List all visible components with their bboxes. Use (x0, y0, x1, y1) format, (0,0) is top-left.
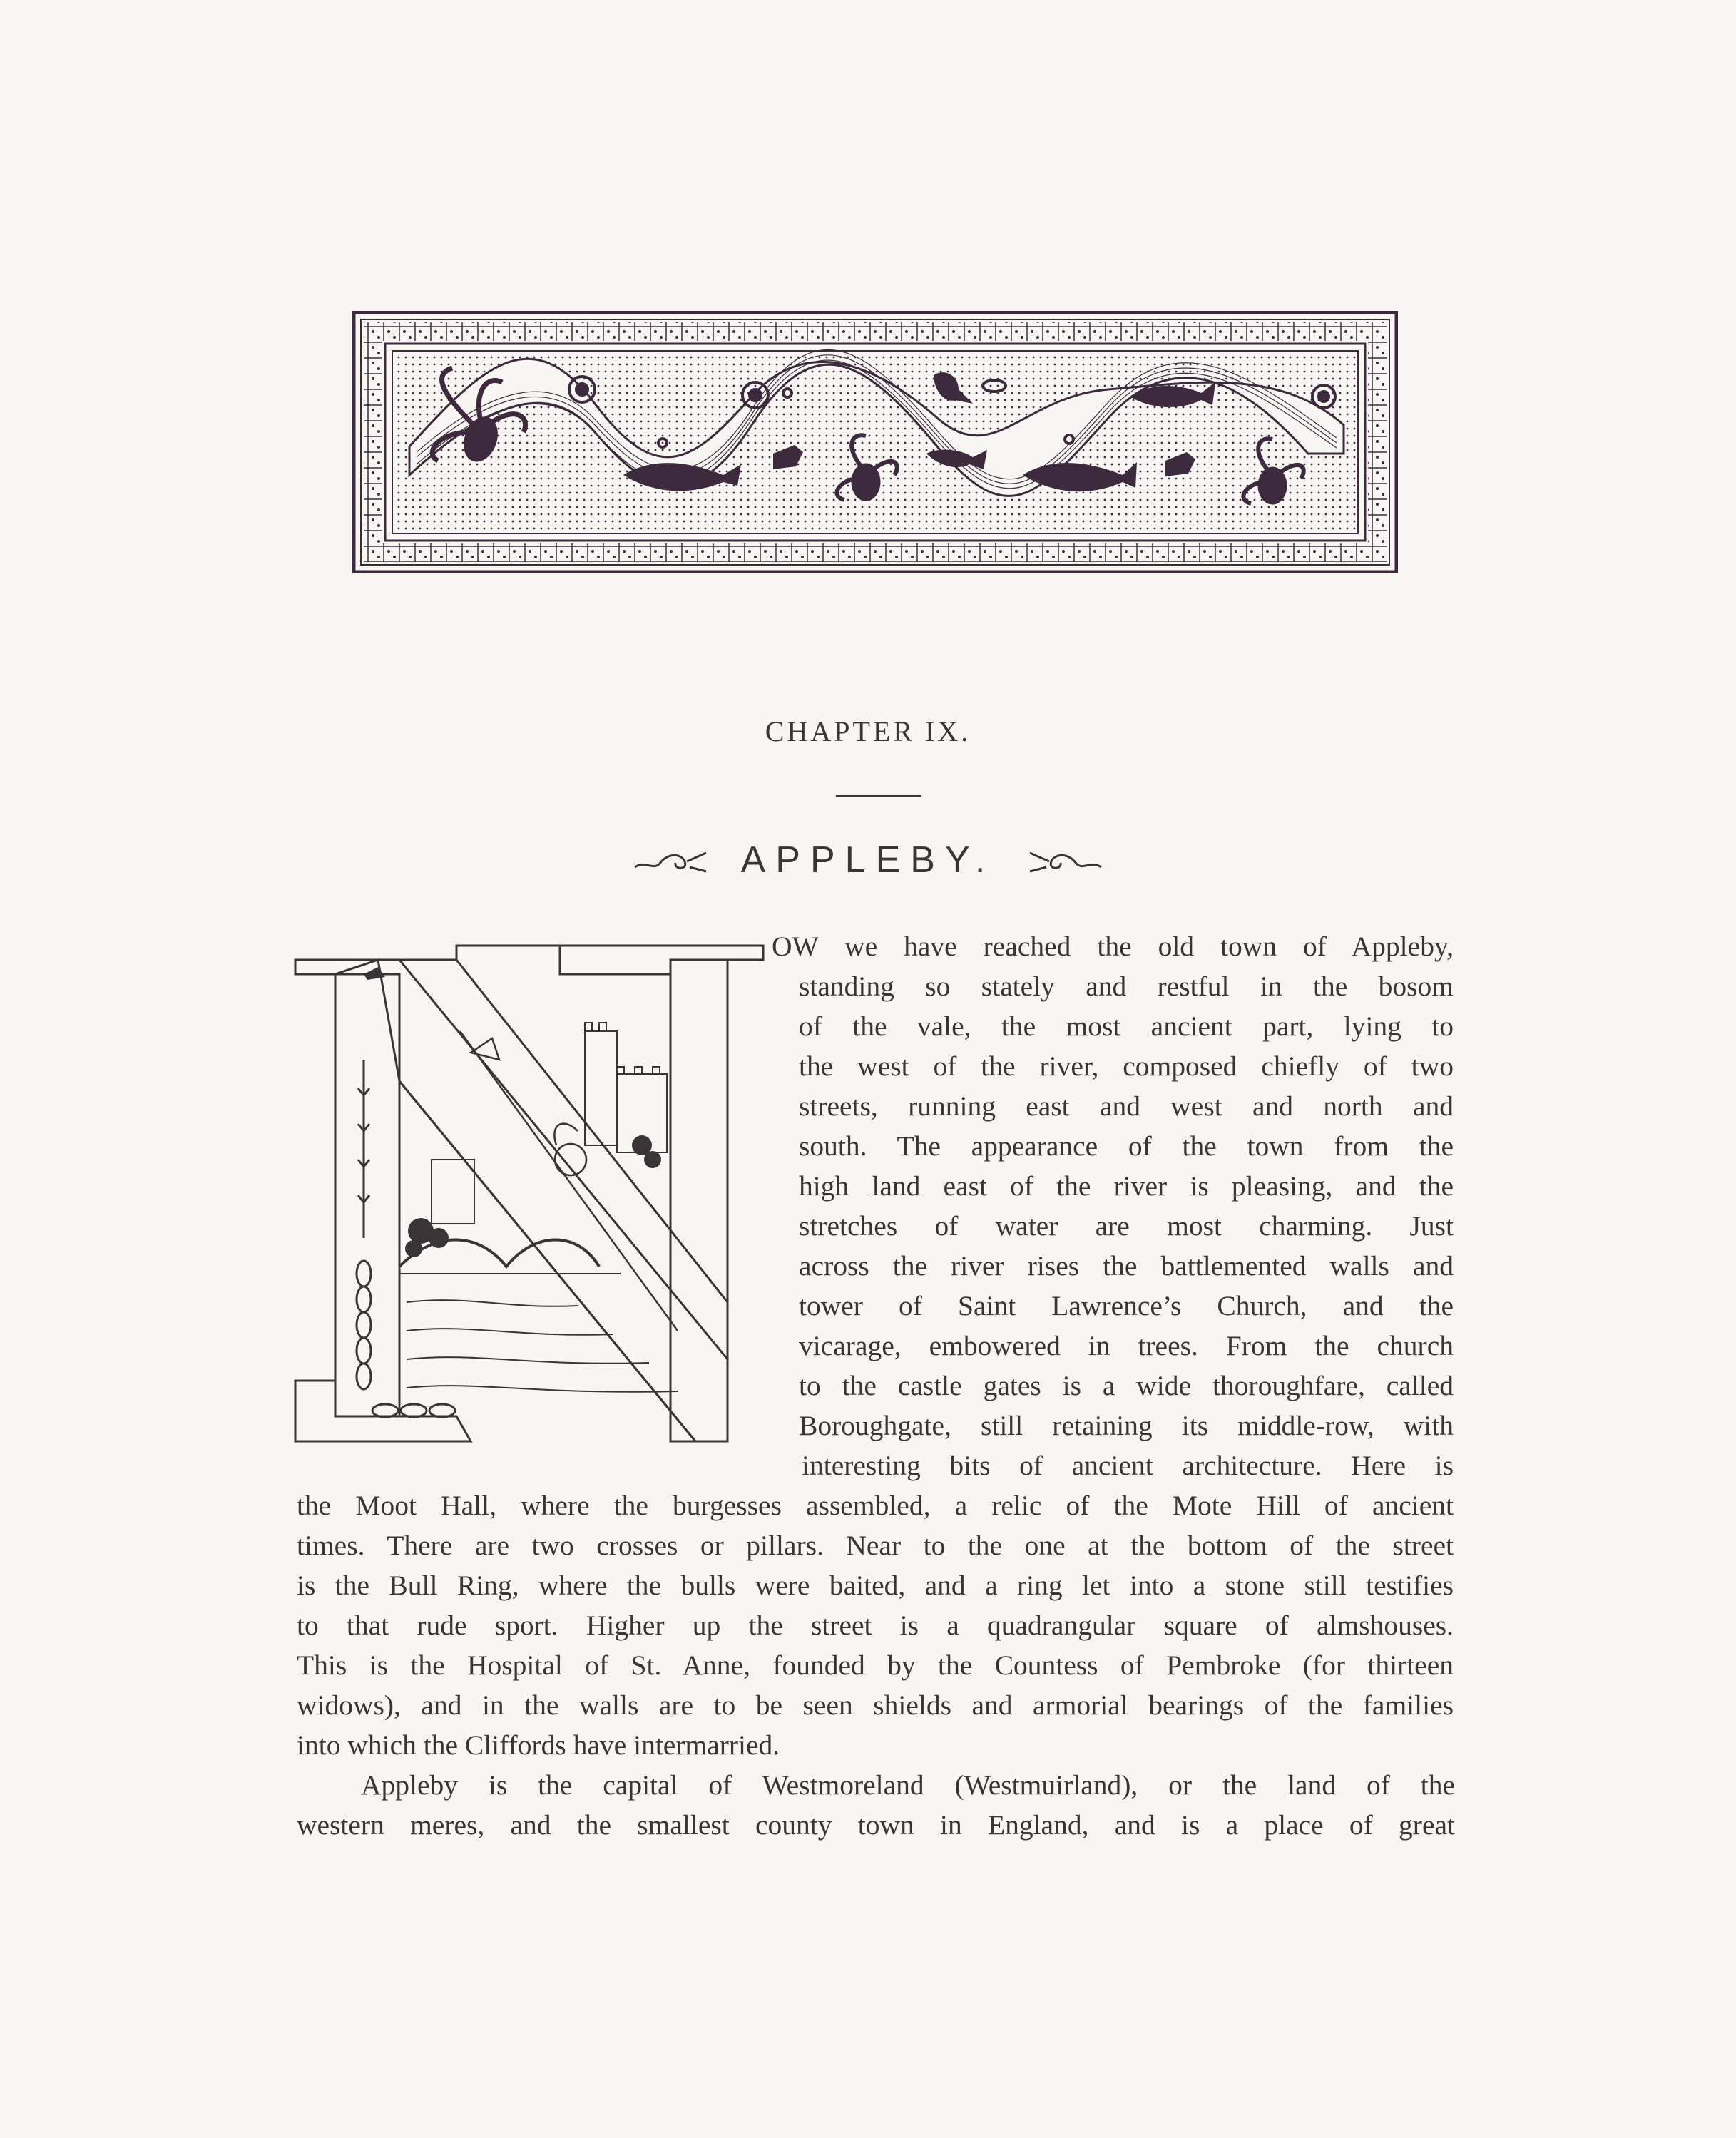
chapter-title-row (0, 839, 1736, 889)
text-line: to that rude sport. Higher up the street is a quadrangular square of almshouses. (297, 1610, 1454, 1641)
text-line: western meres, and the smallest county town in England, and is a place of great (297, 1809, 1455, 1841)
text-line: into which the Cliffords have intermarried. (297, 1729, 780, 1761)
text-line: across the river rises the battlemented walls and (799, 1250, 1454, 1282)
text-line: the Moot Hall, where the burgesses assembled, a relic of the Mote Hill of ancient (297, 1490, 1454, 1521)
text-line: interesting bits of ancient architecture. Here is (802, 1450, 1454, 1481)
text-line: times. There are two crosses or pillars. Near to the one at the bottom of the street (297, 1530, 1454, 1561)
text-line: to the castle gates is a wide thoroughfare, called (799, 1370, 1454, 1401)
text-line: of the vale, the most ancient part, lying to (799, 1011, 1454, 1042)
scroll-flourish-right-icon (1026, 846, 1105, 874)
illuminated-initial-n-icon (292, 931, 767, 1448)
text-line: is the Bull Ring, where the bulls were baited, and a ring let into a stone still testifies (297, 1570, 1454, 1601)
text-line: OW we have reached the old town of Appleby, (772, 931, 1454, 962)
text-line: south. The appearance of the town from the (799, 1130, 1454, 1162)
text-line: Boroughgate, still retaining its middle-row, with (799, 1410, 1454, 1441)
scroll-flourish-left-icon (631, 846, 710, 874)
sea-creatures-headpiece-icon (352, 311, 1398, 573)
text-line: stretches of water are most charming. Just (799, 1210, 1454, 1242)
chapter-divider (836, 795, 921, 797)
text-line: tower of Saint Lawrence’s Church, and the (799, 1290, 1454, 1321)
text-line: vicarage, embowered in trees. From the church (799, 1330, 1454, 1361)
text-line: Appleby is the capital of Westmoreland (Westmuirland), or the land of the (361, 1769, 1455, 1801)
text-line: high land east of the river is pleasing, and the (799, 1170, 1454, 1202)
text-line: the west of the river, composed chiefly of two (799, 1050, 1454, 1082)
chapter-label: CHAPTER IX. (765, 715, 971, 747)
text-line: This is the Hospital of St. Anne, founded by the Countess of Pembroke (for thirteen (297, 1649, 1454, 1681)
text-line: standing so stately and restful in the bosom (799, 971, 1454, 1002)
text-line: widows), and in the walls are to be seen shields and armorial bearings of the families (297, 1689, 1454, 1721)
text-line: streets, running east and west and north and (799, 1090, 1454, 1122)
chapter-title: APPLEBY. (740, 839, 996, 881)
